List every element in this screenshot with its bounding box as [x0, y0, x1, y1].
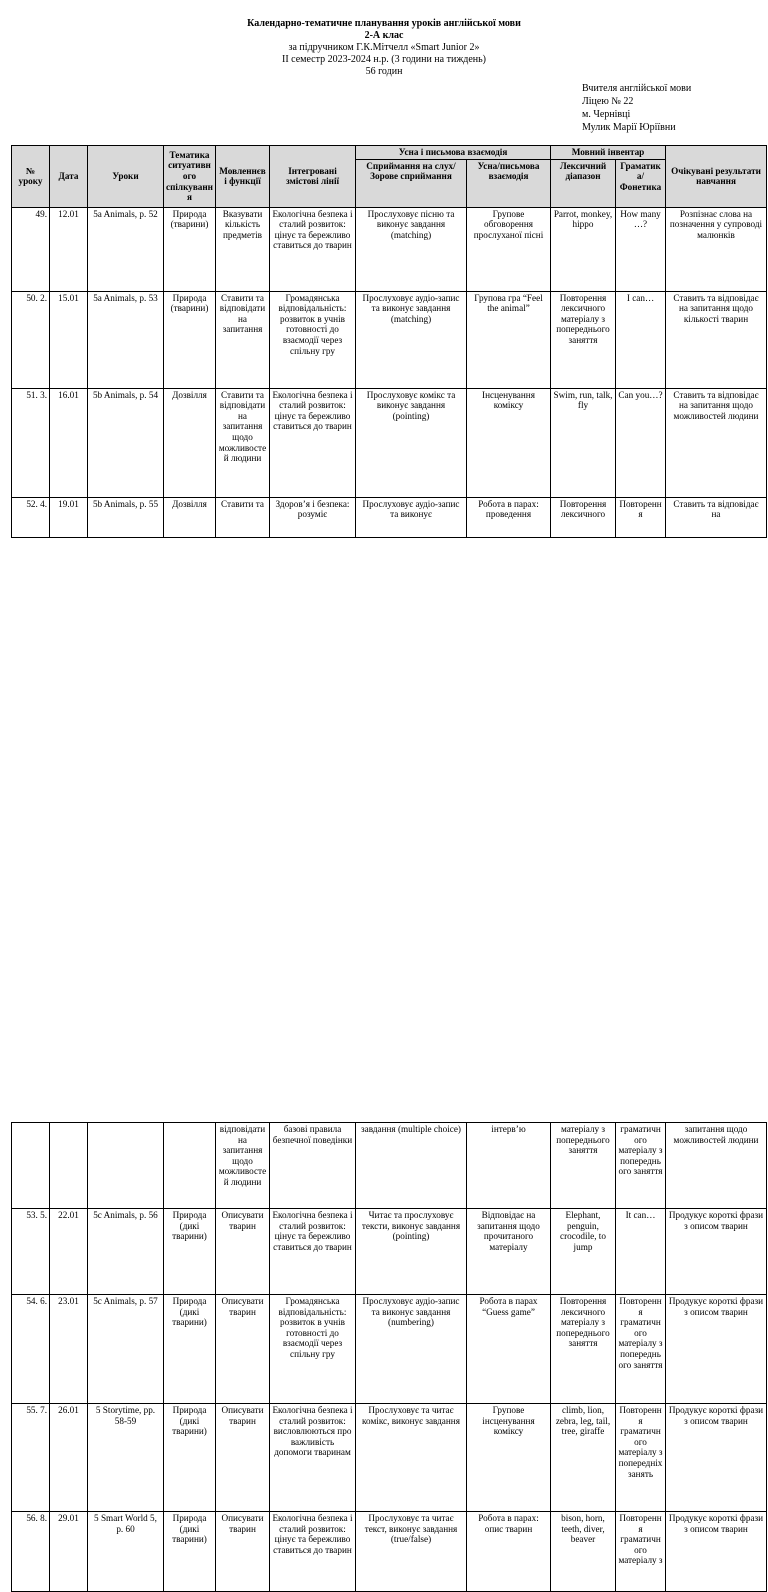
col-num: № уроку — [12, 146, 50, 208]
cell-results: запитання щодо можливостей людини — [666, 1123, 767, 1209]
cell-grammar: Can you…? — [616, 388, 666, 497]
table-row — [12, 497, 767, 537]
cell-results: Продукує короткі фрази з описом тварин — [666, 1512, 767, 1592]
cell-num: 49. — [12, 207, 50, 291]
col-lexical: Лексичний діапазон — [551, 159, 616, 207]
cell-lexical: Повторення лексичного — [551, 497, 616, 537]
cell-date: 16.01 — [50, 388, 88, 497]
table-row — [12, 1209, 767, 1295]
document-title: Календарно-тематичне планування уроків англійської мови — [247, 18, 521, 29]
cell-num: 56. 8. — [12, 1512, 50, 1592]
cell-perception: завдання (multiple choice) — [356, 1123, 467, 1209]
table-row — [12, 1512, 767, 1592]
col-results: Очікувані результати навчання — [666, 146, 767, 208]
cell-integrated: Громадянська відповідальність: розвиток в учнів готовності до взаємодії через спільну гру — [270, 1295, 356, 1404]
cell-topic: Дозвілля — [164, 497, 216, 537]
cell-topic: Природа (дикі тварини) — [164, 1209, 216, 1295]
cell-perception: Прослуховує аудіо-запис та виконує завдання (matching) — [356, 291, 467, 388]
col-oral-group: Усна і письмова взаємодія — [356, 146, 551, 160]
cell-num: 54. 6. — [12, 1295, 50, 1404]
cell-lesson: 5b Animals, p. 55 — [88, 497, 164, 537]
cell-results: Ставить та відповідає на запитання щодо кількості тварин — [666, 291, 767, 388]
table-row — [12, 388, 767, 497]
cell-perception: Читає та прослуховує тексти, виконує завдання (pointing) — [356, 1209, 467, 1295]
cell-grammar: Повторення граматичного матеріалу з попередніх занять — [616, 1404, 666, 1512]
col-date: Дата — [50, 146, 88, 208]
semester-line: ІІ семестр 2023-2024 н.р. (3 години на тиждень) — [281, 54, 486, 65]
cell-lesson: 5c Animals, p. 56 — [88, 1209, 164, 1295]
cell-functions: Ставити та відповідати на запитання — [216, 291, 270, 388]
cell-lexical: Parrot, monkey, hippo — [551, 207, 616, 291]
col-interaction: Усна/письмова взаємодія — [467, 159, 551, 207]
cell-grammar: Повторення — [616, 497, 666, 537]
table-row — [12, 1295, 767, 1404]
cell-interaction: Групове інсценування коміксу — [467, 1404, 551, 1512]
cell-date: 12.01 — [50, 207, 88, 291]
cell-integrated: Екологічна безпека і сталий розвиток: цінує та бережливо ставиться до тварин — [270, 207, 356, 291]
cell-date — [50, 1123, 88, 1209]
cell-grammar: It can… — [616, 1209, 666, 1295]
cell-topic — [164, 1123, 216, 1209]
cell-results: Розпізнає слова на позначення у супроводі малюнків — [666, 207, 767, 291]
cell-lesson: 5b Animals, p. 54 — [88, 388, 164, 497]
cell-perception: Прослуховує та читає комікс, виконує завдання — [356, 1404, 467, 1512]
cell-lesson: 5c Animals, p. 57 — [88, 1295, 164, 1404]
cell-grammar: Повторення граматичного матеріалу з — [616, 1512, 666, 1592]
cell-topic: Природа (тварини) — [164, 207, 216, 291]
cell-lexical: Elephant, penguin, crocodile, to jump — [551, 1209, 616, 1295]
cell-topic: Природа (дикі тварини) — [164, 1295, 216, 1404]
table-row — [12, 1404, 767, 1512]
table-row — [12, 207, 767, 291]
cell-perception: Прослуховує аудіо-запис та виконує — [356, 497, 467, 537]
cell-interaction: Відповідає на запитання щодо прочитаного матеріалу — [467, 1209, 551, 1295]
col-topic: Тематика ситуативного спілкування — [164, 146, 216, 208]
cell-lexical: Повторення лексичного матеріалу з попереднього заняття — [551, 291, 616, 388]
cell-results: Продукує короткі фрази з описом тварин — [666, 1209, 767, 1295]
cell-interaction: Групове обговорення прослуханої пісні — [467, 207, 551, 291]
cell-lesson: 5 Storytime, pp. 58-59 — [88, 1404, 164, 1512]
hours-line: 56 годин — [365, 66, 403, 77]
cell-grammar: I can… — [616, 291, 666, 388]
teacher-line: Мулик Марії Юріївни — [582, 122, 676, 133]
cell-interaction: Групова гра “Feel the animal” — [467, 291, 551, 388]
class-name: 2-А клас — [364, 30, 404, 41]
cell-num: 52. 4. — [12, 497, 50, 537]
cell-functions: Описувати тварин — [216, 1209, 270, 1295]
cell-lexical: bison, horn, teeth, diver, beaver — [551, 1512, 616, 1592]
cell-functions: Ставити та — [216, 497, 270, 537]
cell-integrated: Екологічна безпека і сталий розвиток: цінує та бережливо ставиться до тварин — [270, 1209, 356, 1295]
cell-date: 23.01 — [50, 1295, 88, 1404]
cell-perception: Прослуховує аудіо-запис та виконує завдання (numbering) — [356, 1295, 467, 1404]
col-lessons: Уроки — [88, 146, 164, 208]
cell-lexical: матеріалу з попереднього заняття — [551, 1123, 616, 1209]
col-functions: Мовленнєві функції — [216, 146, 270, 208]
table-row — [12, 1123, 767, 1209]
teacher-line: Вчителя англійської мови — [582, 83, 692, 94]
cell-integrated: Екологічна безпека і сталий розвиток: висловлюються про важливість допомоги тваринам — [270, 1404, 356, 1512]
cell-interaction: інтерв’ю — [467, 1123, 551, 1209]
textbook-line: за підручником Г.К.Мітчелл «Smart Junior 2» — [288, 42, 480, 53]
cell-lesson — [88, 1123, 164, 1209]
cell-results: Ставить та відповідає на запитання щодо можливостей людини — [666, 388, 767, 497]
cell-integrated: Громадянська відповідальність: розвиток в учнів готовності до взаємодії через спільну гру — [270, 291, 356, 388]
table-page-1-clip — [0, 0, 768, 524]
cell-integrated: базові правила безпечної поведінки — [270, 1123, 356, 1209]
cell-integrated: Здоров’я і безпека: розуміє — [270, 497, 356, 537]
cell-functions: Описувати тварин — [216, 1404, 270, 1512]
cell-date: 15.01 — [50, 291, 88, 388]
cell-grammar: How many …? — [616, 207, 666, 291]
cell-grammar: Повторення граматичного матеріалу з попереднього заняття — [616, 1295, 666, 1404]
cell-functions: Описувати тварин — [216, 1295, 270, 1404]
cell-integrated: Екологічна безпека і сталий розвиток: цінує та бережливо ставиться до тварин — [270, 388, 356, 497]
cell-perception: Прослуховує та читає текст, виконує завдання (true/false) — [356, 1512, 467, 1592]
cell-num: 53. 5. — [12, 1209, 50, 1295]
teacher-line: м. Чернівці — [582, 109, 631, 120]
cell-functions: відповідати на запитання щодо можливостей людини — [216, 1123, 270, 1209]
table-row — [12, 291, 767, 388]
cell-lesson: 5a Animals, p. 53 — [88, 291, 164, 388]
cell-interaction: Робота в парах “Guess game” — [467, 1295, 551, 1404]
teacher-line: Ліцею № 22 — [582, 96, 634, 107]
cell-num — [12, 1123, 50, 1209]
cell-num: 51. 3. — [12, 388, 50, 497]
cell-interaction: Робота в парах: опис тварин — [467, 1512, 551, 1592]
cell-integrated: Екологічна безпека і сталий розвиток: цінує та бережливо ставиться до тварин — [270, 1512, 356, 1592]
cell-perception: Прослуховує пісню та виконує завдання (matching) — [356, 207, 467, 291]
cell-perception: Прослуховує комікс та виконує завдання (pointing) — [356, 388, 467, 497]
table-page-2-clip — [0, 561, 768, 1566]
cell-date: 19.01 — [50, 497, 88, 537]
cell-functions: Вказувати кількість предметів — [216, 207, 270, 291]
cell-date: 22.01 — [50, 1209, 88, 1295]
cell-date: 29.01 — [50, 1512, 88, 1592]
cell-interaction: Робота в парах: проведення — [467, 497, 551, 537]
cell-topic: Природа (тварини) — [164, 291, 216, 388]
lesson-plan-table-continued — [11, 1122, 767, 1592]
cell-topic: Природа (дикі тварини) — [164, 1512, 216, 1592]
cell-lesson: 5 Smart World 5, p. 60 — [88, 1512, 164, 1592]
cell-lesson: 5a Animals, p. 52 — [88, 207, 164, 291]
col-language-group: Мовний інвентар — [551, 146, 666, 160]
cell-num: 50. 2. — [12, 291, 50, 388]
col-perception: Сприймання на слух/Зорове сприймання — [356, 159, 467, 207]
cell-topic: Дозвілля — [164, 388, 216, 497]
cell-results: Продукує короткі фрази з описом тварин — [666, 1295, 767, 1404]
cell-results: Продукує короткі фрази з описом тварин — [666, 1404, 767, 1512]
cell-functions: Описувати тварин — [216, 1512, 270, 1592]
cell-interaction: Інсценування коміксу — [467, 388, 551, 497]
cell-topic: Природа (дикі тварини) — [164, 1404, 216, 1512]
cell-grammar: граматичного матеріалу з попереднього заняття — [616, 1123, 666, 1209]
col-integrated: Інтегровані змістові лінії — [270, 146, 356, 208]
cell-results: Ставить та відповідає на — [666, 497, 767, 537]
cell-lexical: climb, lion, zebra, leg, tail, tree, giraffe — [551, 1404, 616, 1512]
cell-date: 26.01 — [50, 1404, 88, 1512]
cell-lexical: Повторення лексичного матеріалу з попереднього заняття — [551, 1295, 616, 1404]
col-grammar: Граматика/ Фонетика — [616, 159, 666, 207]
lesson-plan-table — [11, 145, 767, 538]
cell-functions: Ставити та відповідати на запитання щодо можливостей людини — [216, 388, 270, 497]
cell-num: 55. 7. — [12, 1404, 50, 1512]
cell-lexical: Swim, run, talk, fly — [551, 388, 616, 497]
